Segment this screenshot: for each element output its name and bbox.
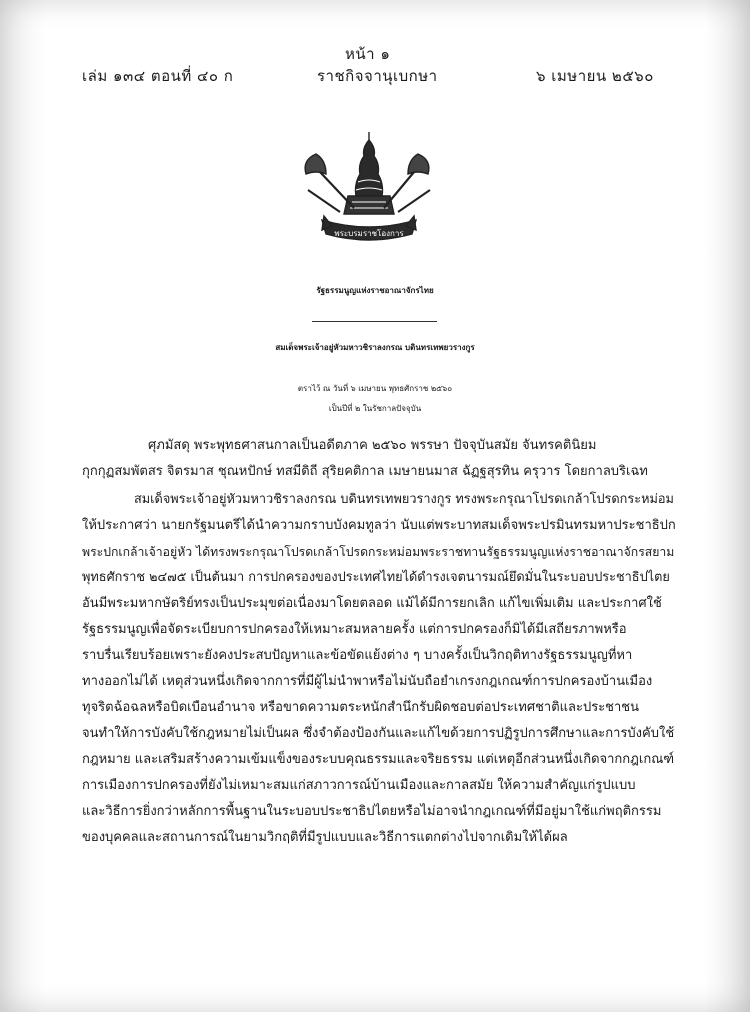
volume-issue: เล่ม ๑๓๔ ตอนที่ ๔๐ ก	[82, 67, 234, 85]
body-line: ทางออกไม่ได้ เหตุส่วนหนึ่งเกิดจากการที่มีผู้ไม่นำพาหรือไม่นับถือยำเกรงกฎเกณฑ์การปกครองบ้านเมือง	[82, 674, 653, 689]
gazette-name: ราชกิจจานุเบกษา	[317, 67, 438, 85]
body-line: พุทธศักราช ๒๔๗๕ เป็นต้นมา การปกครองของประเทศไทยได้ดำรงเจตนารมณ์ยึดมั่นในระบอบประชาธิปไตย	[82, 570, 670, 585]
reign-year: เป็นปีที่ ๒ ในรัชกาลปัจจุบัน	[328, 404, 422, 413]
body-line: จนทำให้การบังคับใช้กฎหมายไม่เป็นผล ซึ่งจำต้องป้องกันและแก้ไขด้วยการปฏิรูปการศึกษาและการบังคับใช้	[82, 726, 675, 741]
document-title: รัฐธรรมนูญแห่งราชอาณาจักรไทย	[316, 285, 434, 295]
body-line: พระปกเกล้าเจ้าอยู่หัว ได้ทรงพระกรุณาโปรดเกล้าโปรดกระหม่อมพระราชทานรัฐธรรมนูญแห่งราชอาณาจักรสยาม	[82, 545, 675, 559]
body-line: รัฐธรรมนูญเพื่อจัดระเบียบการปกครองให้เหมาะสมหลายครั้ง แต่การปกครองก็มิได้มีเสถียรภาพหรือ	[82, 622, 627, 637]
gazette-date: ๖ เมษายน ๒๕๖๐	[536, 67, 654, 85]
body-line: สมเด็จพระเจ้าอยู่หัวมหาวชิราลงกรณ บดินทรเทพยวรางกูร ทรงพระกรุณาโปรดเกล้าโปรดกระหม่อม	[134, 492, 674, 507]
body-line: ทุจริตฉ้อฉลหรือบิดเบือนอำนาจ หรือขาดความตระหนักสำนึกรับผิดชอบต่อประเทศชาติและประชาชน	[82, 700, 640, 715]
emblem-banner-text: พระบรมราชโองการ	[334, 229, 404, 238]
title-divider	[312, 321, 437, 322]
enactment-date: ตราไว้ ณ วันที่ ๖ เมษายน พุทธศักราช ๒๕๖๐	[297, 384, 453, 393]
body-line: ศุภมัสดุ พระพุทธศาสนกาลเป็นอดีตภาค ๒๕๖๐ พรรษา ปัจจุบันสมัย จันทรคตินิยม	[148, 438, 597, 453]
body-line: ของบุคคลและสถานการณ์ในยามวิกฤติที่มีรูปแบบและวิธีการแตกต่างไปจากเดิมให้ได้ผล	[82, 830, 568, 845]
body-line: กฎหมาย และเสริมสร้างความเข้มแข็งของระบบคุณธรรมและจริยธรรม แต่เหตุอีกส่วนหนึ่งเกิดจากกฎเกณฑ์	[82, 752, 675, 767]
body-line: อันมีพระมหากษัตริย์ทรงเป็นประมุขต่อเนื่องมาโดยตลอด แม้ได้มีการยกเลิก แก้ไขเพิ่มเติม และประกาศใช้	[82, 596, 662, 611]
king-name: สมเด็จพระเจ้าอยู่หัวมหาวชิราลงกรณ บดินทรเทพยวรางกูร	[275, 342, 475, 352]
royal-emblem-icon	[296, 130, 442, 242]
body-line: ราบรื่นเรียบร้อยเพราะยังคงประสบปัญหาและข้อขัดแย้งต่าง ๆ บางครั้งเป็นวิกฤติทางรัฐธรรมนูญที่หา	[82, 648, 633, 663]
body-line: ให้ประกาศว่า นายกรัฐมนตรีได้นำความกราบบังคมทูลว่า นับแต่พระบาทสมเด็จพระปรมินทรมหาประชาธิปก	[82, 518, 676, 533]
body-line: กุกกุฏสมพัตสร จิตรมาส ชุณหปักษ์ ทสมีดิถี สุริยคติกาล เมษายนมาส ฉัฏฐสุรทิน ครุวาร โดยกาลบริเฉท	[82, 464, 648, 479]
body-line: และวิธีการยิ่งกว่าหลักการพื้นฐานในระบอบประชาธิปไตยหรือไม่อาจนำกฎเกณฑ์ที่มีอยู่มาใช้แก่พฤติกรรม	[82, 804, 662, 819]
page-number: หน้า ๑	[345, 45, 391, 63]
body-line: การเมืองการปกครองที่ยังไม่เหมาะสมแก่สภาวการณ์บ้านเมืองและกาลสมัย ให้ความสำคัญแก่รูปแบบ	[82, 778, 636, 793]
